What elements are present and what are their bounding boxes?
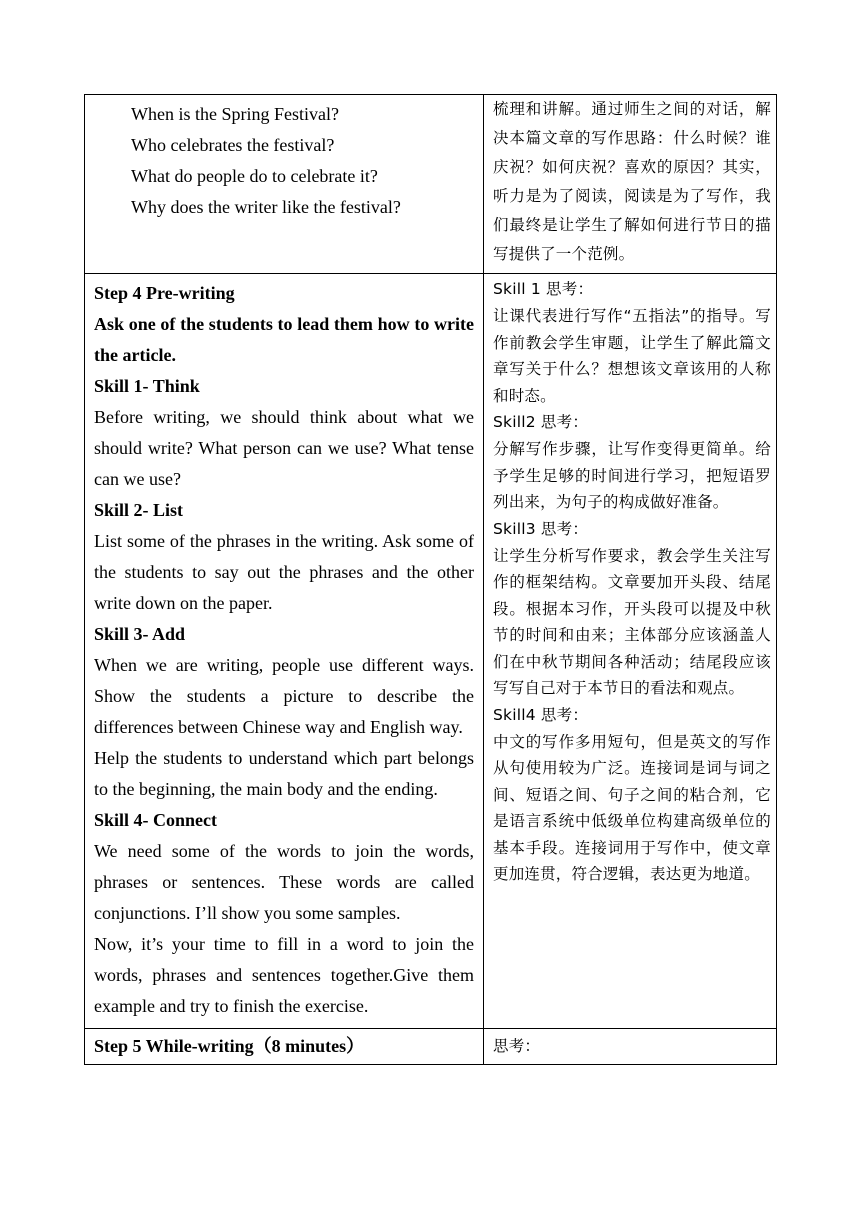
step-title: Step 5 While-writing（8 minutes） <box>94 1036 365 1056</box>
note-1-text: 让课代表进行写作“五指法”的指导。写作前教会学生审题，让学生了解此篇文章写关于什么？想想该文章该用的人称和时态。 <box>493 307 771 405</box>
skill-4-text: We need some of the words to join the words, phrases or sentences. These words are called conjunctions. I’ll show you some samples. <box>94 841 474 923</box>
skill-3-title: Skill 3- Add <box>94 624 186 644</box>
question-3: What do people do to celebrate it? <box>131 166 378 186</box>
question-4: Why does the writer like the festival? <box>131 197 401 217</box>
skill-1-text: Before writing, we should think about what we should write? What person can we use? What tense can we use? <box>94 407 474 489</box>
note-1-title: Skill 1 思考： <box>493 280 594 298</box>
note-2-text: 分解写作步骤，让写作变得更简单。给予学生足够的时间进行学习，把短语罗列出来，为句子的构成做好准备。 <box>493 440 771 511</box>
skill-4-title: Skill 4- Connect <box>94 810 218 830</box>
question-1: When is the Spring Festival? <box>131 104 339 124</box>
skill-1-title: Skill 1- Think <box>94 376 200 396</box>
reflection-note: 思考： <box>493 1037 541 1055</box>
question-2: Who celebrates the festival? <box>131 135 335 155</box>
note-4-title: Skill4 思考： <box>493 705 589 724</box>
activity-cell <box>85 95 484 274</box>
skill-3-text: When we are writing, people use different ways. Show the students a picture to describe the differences between Chinese way and English way. <box>94 655 474 737</box>
note-4-text: 中文的写作多用短句，但是英文的写作从句使用较为广泛。连接词是词与词之间、短语之间、句子之间的粘合剂，它是语言系统中低级单位构建高级单位的基本手段。连接词用于写作中，使文章更加连贯，符合逻辑，表达更为地道。 <box>493 732 771 883</box>
activity-cell <box>85 1029 484 1065</box>
note-3-text: 让学生分析写作要求，教会学生关注写作的框架结构。文章要加开头段、结尾段。根据本习作，开头段可以提及中秋节的时间和由来；主体部分应该涵盖人们在中秋节期间各种活动；结尾段应该写写自己对于本节日的看法和观点。 <box>493 546 771 697</box>
note-2-title: Skill2 思考： <box>493 413 589 431</box>
table-row <box>85 274 777 1029</box>
activity-cell <box>85 274 484 1029</box>
skill-2-text: List some of the phrases in the writing. Ask some of the students to say out the phrases and the other write down on the paper. <box>94 531 474 613</box>
step-title: Step 4 Pre-writing <box>94 283 235 303</box>
reflection-note: 梳理和讲解。通过师生之间的对话，解决本篇文章的写作思路：什么时候？谁庆祝？如何庆祝？喜欢的原因？其实，听力是为了阅读，阅读是为了写作，我们最终是让学生了解如何进行节日的描写提供了一个范例。 <box>493 100 771 263</box>
table-row <box>85 1029 777 1065</box>
skill-3-text-2: Help the students to understand which part belongs to the beginning, the main body and the ending. <box>94 748 474 799</box>
step-intro: Ask one of the students to lead them how to write the article. <box>94 314 474 365</box>
table-row <box>85 95 777 274</box>
lesson-plan-table <box>84 94 777 1065</box>
skill-4-text-2: Now, it’s your time to fill in a word to join the words, phrases and sentences together.Give them example and try to finish the exercise. <box>94 934 474 1016</box>
reflection-cell <box>484 274 777 1029</box>
reflection-cell <box>484 1029 777 1065</box>
skill-2-title: Skill 2- List <box>94 500 184 520</box>
note-3-title: Skill3 思考： <box>493 519 589 538</box>
reflection-cell <box>484 95 777 274</box>
